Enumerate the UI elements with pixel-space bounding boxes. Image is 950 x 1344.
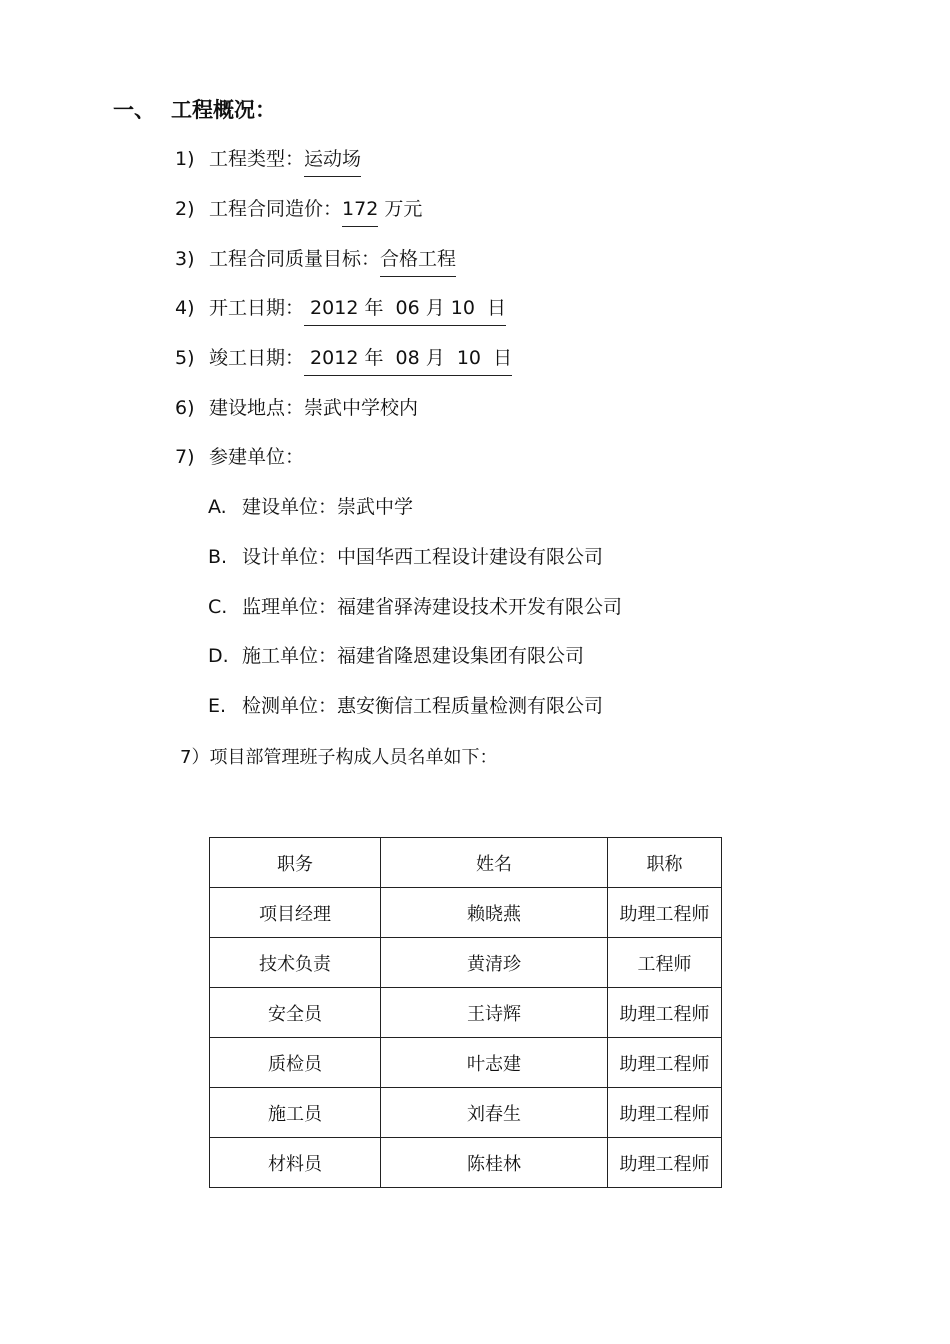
item-contract-price	[175, 196, 422, 227]
table-row	[210, 1088, 722, 1138]
item-label: 工程类型：	[209, 148, 305, 170]
unit-text: 设计单位：中国华西工程设计建设有限公司	[242, 546, 604, 568]
item-value: 合格工程	[380, 246, 456, 277]
unit-letter: D.	[208, 645, 229, 667]
item-value: 2012 年 08 月 10 日	[304, 345, 512, 376]
table-row	[210, 1038, 722, 1088]
table-cell: 质检员	[210, 1038, 381, 1088]
table-cell: 王诗辉	[381, 988, 608, 1038]
item-label: 工程合同质量目标：	[209, 248, 381, 270]
item-label: 参建单位：	[209, 446, 305, 468]
section-number: 一、	[113, 98, 155, 122]
unit-letter: E.	[208, 695, 227, 717]
table-cell: 助理工程师	[608, 888, 722, 938]
table-header-row	[210, 838, 722, 888]
table-row	[210, 988, 722, 1038]
unit-design	[208, 544, 603, 570]
item-number: 1)	[175, 148, 195, 170]
item-number: 7)	[175, 446, 195, 468]
table-cell: 叶志建	[381, 1038, 608, 1088]
table-cell: 项目经理	[210, 888, 381, 938]
table-cell: 刘春生	[381, 1088, 608, 1138]
unit-letter: B.	[208, 546, 228, 568]
table-cell: 助理工程师	[608, 1138, 722, 1188]
item-number: 3)	[175, 248, 195, 270]
item-participants	[175, 444, 304, 470]
table-cell: 助理工程师	[608, 1088, 722, 1138]
unit-letter: A.	[208, 496, 227, 518]
unit-text: 建设单位：崇武中学	[242, 496, 414, 518]
item-suffix: 万元	[378, 198, 423, 220]
item-location	[175, 395, 418, 421]
table-cell: 助理工程师	[608, 1038, 722, 1088]
unit-text: 监理单位：福建省驿涛建设技术开发有限公司	[242, 596, 623, 618]
team-list-title: 7）项目部管理班子构成人员名单如下：	[180, 747, 498, 768]
table-cell: 黄清珍	[381, 938, 608, 988]
item-project-type	[175, 146, 361, 177]
table-cell: 材料员	[210, 1138, 381, 1188]
header-cell: 职称	[608, 838, 722, 888]
table-cell: 工程师	[608, 938, 722, 988]
item-number: 5)	[175, 347, 195, 369]
unit-construction	[208, 494, 413, 520]
item-label: 开工日期：	[209, 297, 305, 319]
item-label: 工程合同造价：	[209, 198, 343, 220]
unit-text: 施工单位：福建省隆恩建设集团有限公司	[242, 645, 585, 667]
item-number: 4)	[175, 297, 195, 319]
table-cell: 赖晓燕	[381, 888, 608, 938]
table-cell: 施工员	[210, 1088, 381, 1138]
unit-contractor	[208, 643, 584, 669]
item-end-date	[175, 345, 512, 376]
staff-table	[209, 837, 722, 1188]
item-value: 172	[342, 196, 378, 227]
item-value: 运动场	[304, 146, 361, 177]
unit-text: 检测单位：惠安衡信工程质量检测有限公司	[242, 695, 604, 717]
item-start-date	[175, 295, 506, 326]
item-value: 2012 年 06 月 10 日	[304, 295, 506, 326]
header-cell: 姓名	[381, 838, 608, 888]
table-row	[210, 888, 722, 938]
item-number: 2)	[175, 198, 195, 220]
table-cell: 陈桂林	[381, 1138, 608, 1188]
item-quality-target	[175, 246, 456, 277]
table-cell: 安全员	[210, 988, 381, 1038]
table-cell: 技术负责	[210, 938, 381, 988]
section-heading	[113, 94, 276, 124]
item-label: 建设地点：崇武中学校内	[209, 397, 419, 419]
unit-supervision	[208, 594, 622, 620]
table-cell: 助理工程师	[608, 988, 722, 1038]
unit-letter: C.	[208, 596, 228, 618]
item-label: 竣工日期：	[209, 347, 305, 369]
table-row	[210, 938, 722, 988]
header-cell: 职务	[210, 838, 381, 888]
section-title: 工程概况：	[171, 98, 276, 122]
unit-inspection	[208, 693, 603, 719]
table-row	[210, 1138, 722, 1188]
item-number: 6)	[175, 397, 195, 419]
